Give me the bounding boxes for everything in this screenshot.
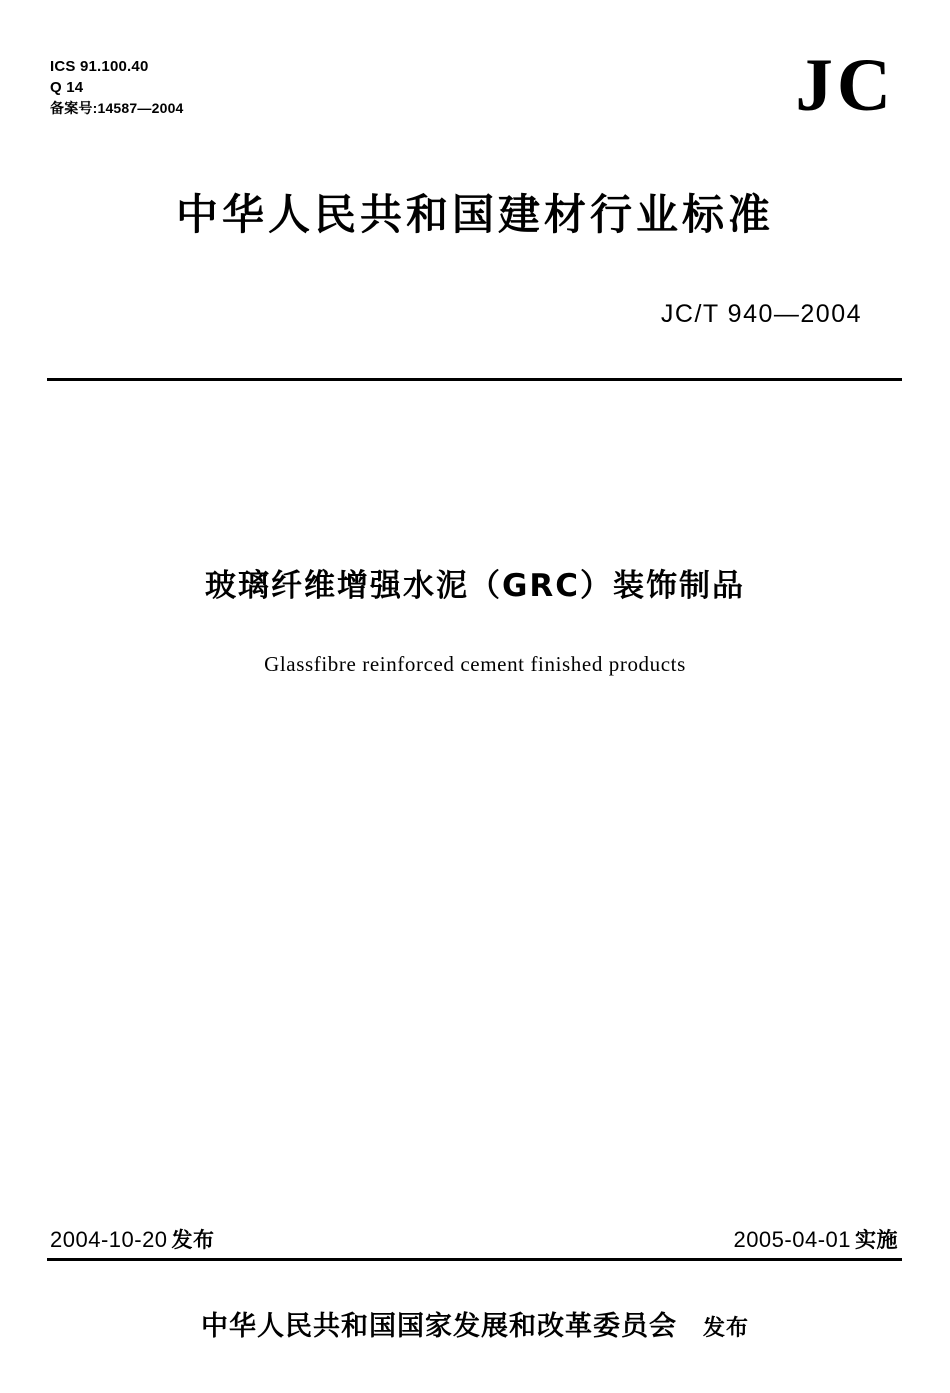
divider-top xyxy=(47,378,902,381)
ics-code: ICS 91.100.40 xyxy=(50,58,149,75)
publisher-verb: 发布 xyxy=(702,1316,749,1341)
effective-date-block xyxy=(733,1224,898,1254)
effective-label: 实施 xyxy=(855,1228,898,1252)
jc-logo: JC xyxy=(795,44,895,127)
standard-number: JC/T 940—2004 xyxy=(660,300,862,328)
header-zone xyxy=(50,44,895,146)
issue-label: 发布 xyxy=(171,1228,215,1252)
effective-date: 2005-04-01 xyxy=(733,1227,851,1252)
issue-date: 2004-10-20 xyxy=(50,1227,168,1252)
publisher-name: 中华人民共和国国家发展和改革委员会 xyxy=(200,1311,677,1342)
document-title-cn: 玻璃纤维增强水泥（GRC）装饰制品 xyxy=(204,568,746,604)
record-number: 备案号:14587—2004 xyxy=(50,100,184,116)
publisher-block xyxy=(0,1304,950,1343)
issue-date-block xyxy=(50,1224,215,1254)
authority-title: 中华人民共和国建材行业标准 xyxy=(175,190,774,239)
divider-bottom xyxy=(47,1258,902,1261)
document-title-en: Glassfibre reinforced cement finished products xyxy=(264,652,686,676)
ics-block xyxy=(50,56,184,119)
classification-code: Q 14 xyxy=(50,79,84,96)
